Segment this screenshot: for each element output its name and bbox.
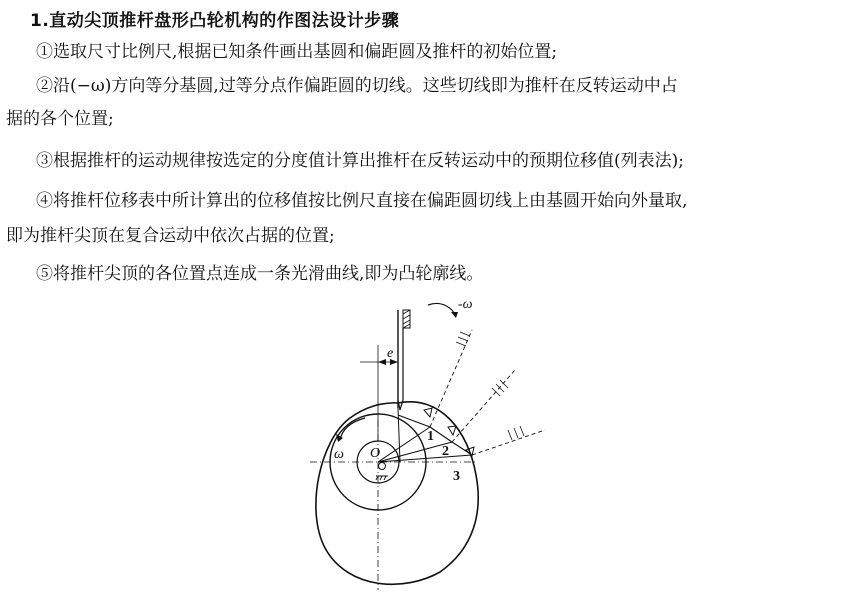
cam-profile	[316, 402, 478, 584]
step-3: ③根据推杆的运动规律按选定的分度值计算出推杆在反转运动中的预期位移值(列表法);	[36, 151, 684, 171]
tip-marker-1	[424, 408, 432, 417]
point-label-1: 1	[427, 429, 434, 444]
label-e: e	[387, 346, 394, 361]
step-2-line-2: 据的各个位置;	[6, 109, 114, 129]
section-heading: 1.直动尖顶推杆盘形凸轮机构的作图法设计步骤	[30, 11, 400, 31]
step-4-line-2: 即为推杆尖顶在复合运动中依次占据的位置;	[6, 226, 335, 246]
step-5: ⑤将推杆尖顶的各位置点连成一条光滑曲线,即为凸轮廓线。	[36, 264, 484, 284]
follower-guide	[403, 310, 410, 328]
label-O: O	[370, 446, 381, 461]
step-2-line-1: ②沿(−ω)方向等分基圆,过等分点作偏距圆的切线。这些切线即为推杆在反转运动中占	[36, 76, 678, 96]
label-omega: ω	[334, 447, 344, 462]
neg-omega-arrow	[428, 303, 456, 316]
pivot	[379, 463, 386, 470]
step-1: ①选取尺寸比例尺,根据已知条件画出基圆和偏距圆及推杆的初始位置;	[36, 42, 558, 62]
tip-marker-2	[448, 426, 456, 435]
step-4-line-1: ④将推杆位移表中所计算出的位移值按比例尺直接在偏距圆切线上由基圆开始向外量取,	[36, 191, 688, 211]
point-label-3: 3	[453, 469, 460, 484]
label-neg-omega: -ω	[458, 297, 473, 312]
cam-construction-figure	[290, 290, 570, 595]
point-label-2: 2	[442, 444, 449, 459]
